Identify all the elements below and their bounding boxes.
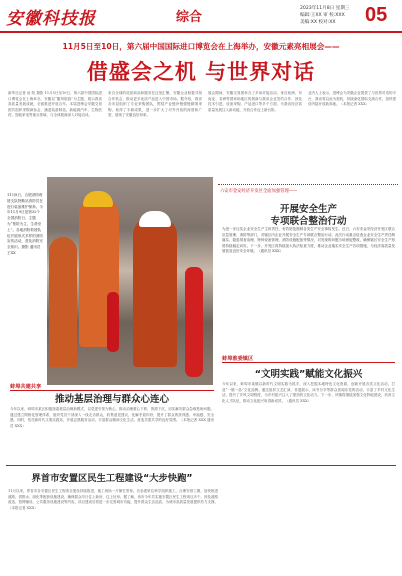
lead-subtitle: 11月5日至10日，第六届中国国际进口博览会在上海举办，安徽元素亮相展会—— (62, 42, 340, 51)
photo-caption: 11月8日，合肥消防救援支队特勤站消防员在进行装备维护保养。今年11月9日是第32个全国消防日，主题为“预防为主，生命至上”。各地消防救援队伍开展形式多样的消防宣传活动，普及消防安全知识。摄影 通讯员 王XX (7, 193, 43, 255)
section-title: 综合 (176, 10, 203, 25)
right-top-divider (218, 184, 398, 185)
lead-headline: 借盛会之机 与世界对话 (86, 60, 316, 84)
right-top-label: 六安市金安经济开发区全面加强管理—— (220, 189, 298, 194)
left-mid-label: 蚌埠共建共享 (10, 384, 42, 390)
bottom-divider (6, 465, 396, 466)
right-top-title-line-2: 专项联合整治行动 (270, 216, 347, 227)
right-top-body: 为进一步压实企业安全生产主体责任，有效防范遏制各类生产安全事故发生，近日，六安市金安经济开发区联合应急管理、消防等部门，对辖区内企业开展安全生产专项联合整治行动。此次行动重点检查企业安全生产责任制落实、隐患排查治理、特种设备管理、消防设施配备等情况，对发现的问题当场督促整改，确保辖区安全生产形势持续稳定向好。下一步，开发区将持续加大执法检查力度，推动企业落实安全生产各项措施，为经济高质量发展营造良好安全环境。（通讯员 XXX） (222, 227, 395, 254)
right-mid-rule (222, 362, 395, 363)
paper-name: 安徽科技报 (6, 9, 96, 29)
lead-column-2: 来自全球的优质商品和服务在这里汇聚，安徽企业积极寻找合作机会，推动更多优质产品进入中国市场。据介绍，我省各市县组织了专业采购团队，围绕产业链补链强链精准采购，取得了丰硕成果，进一步扩大了对外开放的深度和广度，展现了安徽良好形象。 (108, 91, 202, 118)
masthead-rule (0, 31, 402, 33)
page-number: 05 (365, 4, 388, 26)
lead-column-4: 业内人士表示，进博会为安徽企业提供了与世界对话的平台，我省将以此为契机，持续深化国际交流合作，加快建设内陆开放新高地。（本报记者 XXX） (308, 91, 396, 107)
bottom-body: 11月以来，界首市各安置区民生工程项目建设持续推进，施工现场一片繁忙景象。各参建单位科学组织施工，合理安排工期，加快推进道路、供排水、绿化等配套设施建设，确保群众早日住上新房、住上好房。据了解，该市今年共实施安置区民生工程项目多个，涉及道路改造、管网铺设、公共服务设施建设等内容，项目建成后将进一步完善城市功能，提升群众生活品质，为城市高质量发展提供有力支撑。（本报记者 XXX） (8, 489, 218, 510)
bottom-title: 界首市安置区民生工程建设“大步快跑” (31, 473, 193, 484)
right-top-title-line-1: 开展安全生产 (279, 204, 337, 215)
lead-column-1: 新华社记者 汤 阳 摄影 11月5日至10日，第六届中国国际进口博览会在上海举办。安徽以“徽风皖韵”为主题，展示我省高质量发展成就，全面推进开放合作。本届进博会安徽交易团共组织采购商参会，涵盖装备制造、新能源汽车、生物医药、智能家电等重点领域，与全球展商深入对接洽谈。 (8, 91, 102, 118)
left-mid-title: 推动基层治理与群众心连心 (54, 394, 169, 405)
issue-date: 2023年11月8日 星期三 (300, 6, 350, 11)
right-mid-label: 蚌埠淮委镇区 (222, 356, 254, 362)
left-mid-body: 今年以来，蚌埠市某区积极探索基层治理新模式，以党建引领为核心，推动治理重心下移、资源下沉，切实解决群众急难愁盼问题。通过建立网格化管理体系，组织党员干部深入一线走访群众，收集意见建议，化解矛盾纠纷，提升了群众的获得感、幸福感、安全感。同时，依托新时代文明实践站，开展志愿服务活动，丰富群众精神文化生活，营造共建共享的良好氛围。（本报记者 XXX 通讯员 XXX） (10, 407, 214, 428)
right-mid-title: “文明实践”赋能文化振兴 (254, 369, 363, 380)
right-mid-body: 今年以来，蚌埠市某镇以新时代文明实践为抓手，深入挖掘本地特色文化资源，创新开展各类文化活动，打造“一镇一品”文化品牌。通过组织文艺汇演、非遗展示、读书分享等群众喜闻乐见的活动，丰富了乡村文化生活，提升了乡风文明程度，为乡村振兴注入了强劲的文化动力。下一步，该镇将继续加强文化阵地建设，培育文化人才队伍，推动文化振兴取得新成效。（通讯员 XXX） (222, 382, 395, 403)
layout-credits: 美编:XX 校对:XX (300, 20, 336, 25)
firefighters-photo (47, 177, 213, 385)
lead-column-3: 展会期间，安徽交易团举办了多场对接活动，来自欧洲、东南亚、非洲等国家和地区的展商与我省企业签约合作，涉及技术引进、设备采购、产品进口等多个方面，为我省经济高质量发展注入新动能，开放合作迈上新台阶。 (208, 91, 302, 112)
masthead (0, 0, 402, 34)
editor-credits: 编辑:王XX 审 校:XXX (300, 13, 345, 18)
